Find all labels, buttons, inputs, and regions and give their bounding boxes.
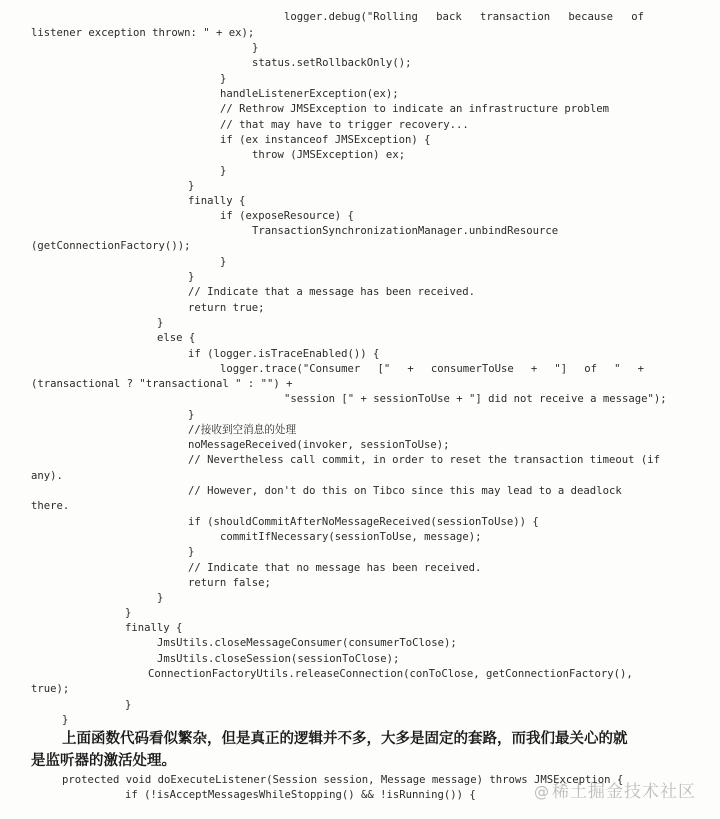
code-line: any). <box>31 470 63 482</box>
code-line: else { <box>157 332 196 344</box>
code-line: if (shouldCommitAfterNoMessageReceived(sessionToUse)) { <box>188 516 539 528</box>
paragraph-line: 上面函数代码看似繁杂，但是真正的逻辑并不多，大多是固定的套路，而我们最关心的就 <box>62 731 628 747</box>
code-line: // However, don't do this on Tibco since this may lead to a deadlock <box>188 485 622 497</box>
code-line: } <box>125 699 132 711</box>
code-line: return true; <box>188 302 265 314</box>
code-line: if (ex instanceof JMSException) { <box>220 134 431 146</box>
code-line: } <box>157 592 164 604</box>
code-line: if (exposeResource) { <box>220 210 354 222</box>
code-line: if (logger.isTraceEnabled()) { <box>188 348 380 360</box>
code-line: listener exception thrown: " + ex); <box>31 27 255 39</box>
code-line: status.setRollbackOnly(); <box>252 57 412 69</box>
code-line: // Rethrow JMSException to indicate an infrastructure problem <box>220 103 610 115</box>
code-line: commitIfNecessary(sessionToUse, message); <box>220 531 482 543</box>
code-line: protected void doExecuteListener(Session session, Message message) throws JMSException { <box>62 774 624 786</box>
code-line: if (!isAcceptMessagesWhileStopping() && !isRunning()) { <box>125 789 476 801</box>
code-line: return false; <box>188 577 271 589</box>
code-line: } <box>62 714 69 726</box>
code-line: } <box>188 546 195 558</box>
watermark <box>534 777 696 802</box>
code-line: true); <box>31 683 70 695</box>
code-comment-chinese: //接收到空消息的处理 <box>188 424 297 436</box>
code-line: } <box>188 180 195 192</box>
code-line: } <box>188 271 195 283</box>
code-line: ConnectionFactoryUtils.releaseConnection(conToClose, getConnectionFactory(), <box>148 668 633 680</box>
code-line: } <box>220 256 227 268</box>
code-line: finally { <box>188 195 246 207</box>
code-line: } <box>188 409 195 421</box>
code-line: handleListenerException(ex); <box>220 88 399 100</box>
code-line: TransactionSynchronizationManager.unbindResource <box>252 225 559 237</box>
code-line: // that may have to trigger recovery... <box>220 119 469 131</box>
code-line: finally { <box>125 622 183 634</box>
code-line: there. <box>31 500 70 512</box>
code-line: } <box>252 42 259 54</box>
code-line: } <box>220 165 227 177</box>
code-line: logger.trace("Consumer [" + consumerToUse + "] of " + <box>220 363 644 375</box>
code-line: // Indicate that a message has been received. <box>188 286 476 298</box>
code-line: JmsUtils.closeSession(sessionToClose); <box>157 653 400 665</box>
code-line: // Nevertheless call commit, in order to reset the transaction timeout (if <box>188 454 660 466</box>
paragraph-line: 是监听器的激活处理。 <box>31 753 176 769</box>
code-line: (transactional ? "transactional " : "") + <box>31 378 293 390</box>
code-line: noMessageReceived(invoker, sessionToUse); <box>188 439 450 451</box>
code-line: (getConnectionFactory()); <box>31 240 191 252</box>
code-line: logger.debug("Rolling back transaction because of <box>284 11 644 23</box>
code-line: } <box>125 607 132 619</box>
code-line: } <box>220 73 227 85</box>
code-line: JmsUtils.closeMessageConsumer(consumerToClose); <box>157 637 457 649</box>
watermark-text: 稀土掘金技术社区 <box>552 782 696 802</box>
watermark-at: @ <box>534 783 550 801</box>
code-line: throw (JMSException) ex; <box>252 149 406 161</box>
code-line: } <box>157 317 164 329</box>
code-line: // Indicate that no message has been received. <box>188 562 482 574</box>
code-line: "session [" + sessionToUse + "] did not receive a message"); <box>284 393 667 405</box>
